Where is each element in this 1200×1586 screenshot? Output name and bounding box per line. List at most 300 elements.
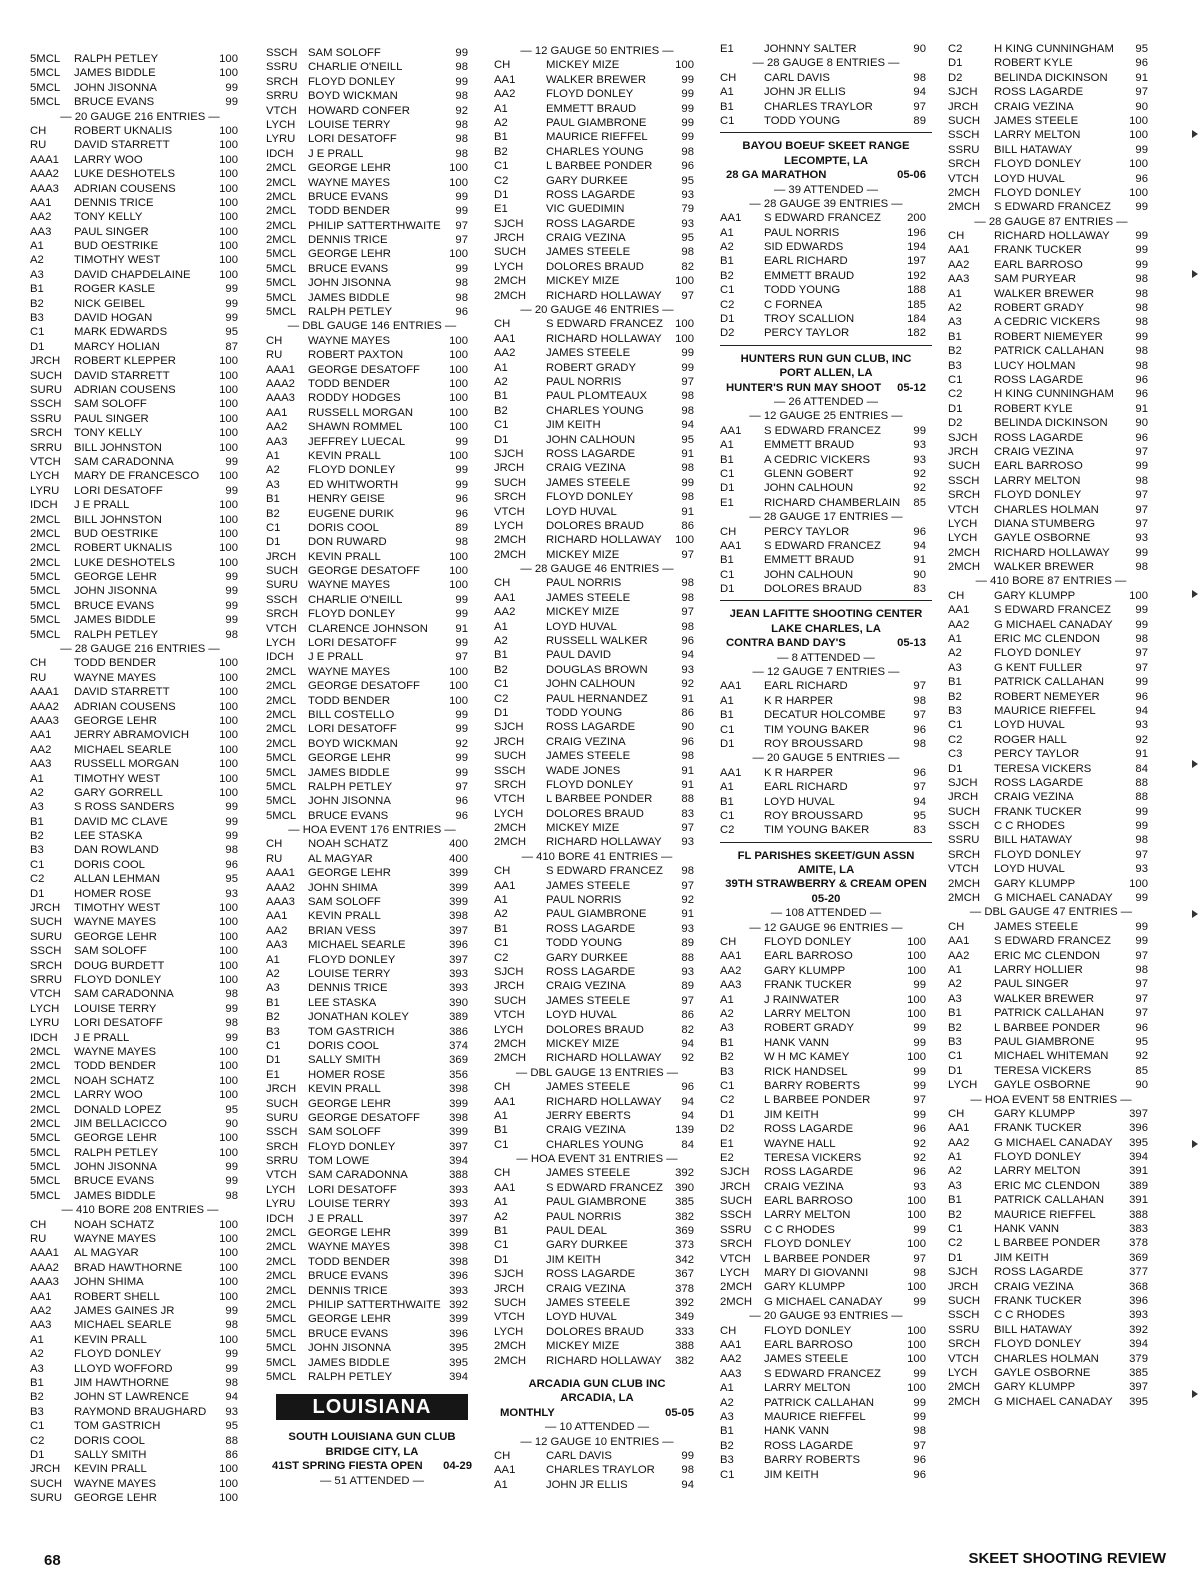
class-code: C1 xyxy=(720,1079,735,1092)
class-code: SRCH xyxy=(494,491,527,504)
shooter-name: JOHN ST LAWRENCE xyxy=(74,1391,189,1404)
score: 99 xyxy=(1135,604,1148,617)
shooter-name: TODD YOUNG xyxy=(764,114,841,127)
result-row xyxy=(720,269,932,283)
score: 99 xyxy=(681,116,694,129)
shooter-name: JAMES STEELE xyxy=(546,879,631,892)
shooter-name: DOLORES BRAUD xyxy=(546,807,644,820)
shooter-name: FLOYD DONLEY xyxy=(308,464,396,477)
shooter-name: GLENN GOBERT xyxy=(764,467,854,480)
shooter-name: DOUGLAS BROWN xyxy=(546,663,648,676)
score: 83 xyxy=(681,807,694,820)
shooter-name: FLOYD DONLEY xyxy=(994,186,1082,199)
score: 378 xyxy=(675,1282,694,1295)
score: 391 xyxy=(1129,1194,1148,1207)
result-row xyxy=(948,733,1154,747)
result-row xyxy=(30,1002,250,1016)
shooter-name: MICHAEL SEARLE xyxy=(74,743,172,756)
class-code: AA3 xyxy=(720,979,742,992)
shooter-name: CHARLES HOLMAN xyxy=(994,1352,1099,1365)
result-row xyxy=(494,1354,700,1368)
class-code: B2 xyxy=(948,690,962,703)
score: 94 xyxy=(681,1478,694,1491)
class-code: A1 xyxy=(494,102,508,115)
shooter-name: L BARBEE PONDER xyxy=(764,1094,871,1107)
class-code: E1 xyxy=(720,496,734,509)
score: 100 xyxy=(449,565,468,578)
score: 349 xyxy=(675,1311,694,1324)
score: 100 xyxy=(219,369,238,382)
result-row xyxy=(494,188,700,202)
class-code: A1 xyxy=(948,964,962,976)
event-subheader: — 12 GAUGE 7 ENTRIES — xyxy=(752,666,900,679)
class-code: RU xyxy=(266,852,283,865)
shooter-name: LUCY HOLMAN xyxy=(994,359,1076,372)
result-row xyxy=(720,42,932,56)
result-row xyxy=(948,143,1154,157)
score: 398 xyxy=(449,910,468,923)
score: 99 xyxy=(455,262,468,275)
class-code: D1 xyxy=(948,1251,963,1264)
class-code: B1 xyxy=(494,1124,508,1137)
class-code: 2MCH xyxy=(494,1037,527,1050)
result-row xyxy=(948,416,1154,430)
results-column-3 xyxy=(494,44,700,1492)
shooter-name: SAM PURYEAR xyxy=(994,273,1077,286)
shooter-name: JAMES STEELE xyxy=(546,1167,631,1180)
class-code: C2 xyxy=(948,388,963,401)
result-row xyxy=(720,71,932,85)
shooter-name: GEORGE LEHR xyxy=(308,867,391,880)
class-code: SSRU xyxy=(948,834,980,847)
class-code: AA2 xyxy=(266,924,288,937)
class-code: VTCH xyxy=(494,1311,525,1324)
shooter-name: K R HARPER xyxy=(764,766,834,779)
result-row xyxy=(494,1224,700,1238)
class-code: SSCH xyxy=(30,945,62,958)
class-code: 2MCL xyxy=(266,723,297,736)
class-code: SSCH xyxy=(948,820,980,833)
shooter-name: SAM CARADONNA xyxy=(74,455,174,468)
class-code: CH xyxy=(720,936,737,949)
score: 94 xyxy=(681,1109,694,1122)
class-code: AAA2 xyxy=(266,881,295,894)
result-row xyxy=(948,243,1154,257)
class-code: A1 xyxy=(30,772,44,785)
class-code: 5MCL xyxy=(30,1175,61,1188)
class-code: CH xyxy=(494,59,511,72)
shooter-name: CRAIG VEZINA xyxy=(546,980,626,993)
shooter-name: CARL DAVIS xyxy=(546,1449,612,1462)
score: 99 xyxy=(455,190,468,203)
class-code: A2 xyxy=(30,786,44,799)
score: 98 xyxy=(1135,287,1148,300)
result-row xyxy=(720,1396,932,1410)
score: 93 xyxy=(225,887,238,900)
shooter-name: G KENT FULLER xyxy=(994,661,1083,674)
result-row xyxy=(948,963,1154,977)
club-heading: FL PARISHES SKEET/GUN ASSN xyxy=(737,849,915,862)
result-row xyxy=(948,790,1154,804)
score: 100 xyxy=(219,139,238,152)
class-code: 2MCL xyxy=(266,694,297,707)
result-row xyxy=(30,412,250,426)
shooter-name: WAYNE MAYES xyxy=(74,671,157,684)
score: 97 xyxy=(913,1252,926,1265)
result-row xyxy=(494,332,700,346)
score: 100 xyxy=(219,714,238,727)
score: 398 xyxy=(449,1111,468,1124)
result-row xyxy=(948,71,1154,85)
result-row xyxy=(30,225,250,239)
shooter-name: TODD YOUNG xyxy=(546,937,623,950)
event-subheader: — 26 ATTENDED — xyxy=(774,395,878,408)
score: 100 xyxy=(449,162,468,175)
class-code: 2MCL xyxy=(266,190,297,203)
shooter-name: BOYD WICKMAN xyxy=(308,90,398,103)
score: 100 xyxy=(219,53,238,65)
score: 100 xyxy=(219,1233,238,1246)
shooter-name: GEORGE DESATOFF xyxy=(308,363,420,376)
class-code: B2 xyxy=(494,404,508,417)
club-heading: ARCADIA GUN CLUB INC xyxy=(528,1377,666,1390)
score: 200 xyxy=(907,212,926,225)
shooter-name: JERRY ABRAMOVICH xyxy=(74,729,190,742)
score: 356 xyxy=(449,1068,468,1081)
class-code: CH xyxy=(948,1107,965,1120)
result-row xyxy=(948,503,1154,517)
shooter-name: RICHARD HOLLAWAY xyxy=(546,289,662,302)
result-row xyxy=(266,1269,478,1283)
result-row xyxy=(266,89,478,103)
class-code: IDCH xyxy=(266,147,294,160)
class-code: 2MCL xyxy=(266,737,297,750)
class-code: 5MCL xyxy=(30,67,61,80)
shooter-name: WAYNE HALL xyxy=(764,1137,836,1150)
shooter-name: PERCY TAYLOR xyxy=(764,327,850,340)
shooter-name: FLOYD DONLEY xyxy=(308,608,396,621)
event-subheader: — 28 GAUGE 17 ENTRIES — xyxy=(749,511,903,524)
shooter-name: ROBERT NIEMEYER xyxy=(994,330,1103,343)
result-row xyxy=(30,513,250,527)
shooter-name: TODD BENDER xyxy=(308,377,391,390)
result-row xyxy=(30,786,250,800)
shooter-name: C FORNEA xyxy=(764,298,823,311)
score: 100 xyxy=(675,534,694,547)
result-row xyxy=(720,964,932,978)
class-code: 2MCH xyxy=(720,1295,753,1308)
score: 382 xyxy=(675,1210,694,1223)
class-code: B3 xyxy=(30,312,44,325)
class-code: SSCH xyxy=(266,1126,298,1139)
score: 100 xyxy=(219,513,238,526)
result-row xyxy=(494,778,700,792)
result-row xyxy=(720,496,932,510)
class-code: 5MCL xyxy=(30,53,61,65)
score: 93 xyxy=(913,453,926,466)
result-row xyxy=(30,253,250,267)
shooter-name: LOYD HUVAL xyxy=(546,1009,617,1022)
score: 99 xyxy=(913,1396,926,1409)
shooter-name: EMMETT BRAUD xyxy=(764,439,855,452)
class-code: JRCH xyxy=(266,1083,297,1096)
shooter-name: S EDWARD FRANCEZ xyxy=(994,935,1111,948)
score: 393 xyxy=(449,968,468,980)
class-code: B1 xyxy=(720,1425,734,1438)
score: 99 xyxy=(681,102,694,115)
score: 100 xyxy=(219,1218,238,1231)
result-row xyxy=(266,449,478,463)
score: 100 xyxy=(907,1281,926,1294)
result-row xyxy=(30,685,250,699)
class-code: SSRU xyxy=(30,412,62,425)
score: 99 xyxy=(225,1002,238,1015)
result-row xyxy=(948,1323,1154,1337)
result-row xyxy=(948,603,1154,617)
score: 99 xyxy=(455,752,468,765)
shooter-name: JOHN CALHOUN xyxy=(764,568,854,581)
class-code: CH xyxy=(494,577,511,590)
class-code: AA1 xyxy=(720,680,742,693)
class-code: B3 xyxy=(266,1025,280,1038)
event-subheader: — 10 ATTENDED — xyxy=(545,1421,649,1434)
class-code: CH xyxy=(30,124,47,137)
result-row xyxy=(494,1210,700,1224)
score: 89 xyxy=(681,980,694,993)
result-row xyxy=(266,622,478,636)
score: 93 xyxy=(681,836,694,849)
result-row xyxy=(948,200,1154,214)
shooter-name: GEORGE DESATOFF xyxy=(308,1111,420,1124)
score: 100 xyxy=(219,427,238,440)
score: 98 xyxy=(681,390,694,403)
class-code: A2 xyxy=(494,375,508,388)
class-code: 2MCH xyxy=(494,822,527,835)
class-code: B1 xyxy=(266,996,280,1009)
score: 397 xyxy=(1129,1107,1148,1120)
class-code: B2 xyxy=(720,1051,734,1064)
class-code: SJCH xyxy=(948,1266,978,1279)
shooter-name: ROBERT UKNALIS xyxy=(74,542,173,555)
score: 96 xyxy=(681,635,694,648)
score: 89 xyxy=(913,114,926,127)
shooter-name: A CEDRIC VICKERS xyxy=(994,316,1101,329)
result-row xyxy=(494,58,700,72)
result-row xyxy=(30,182,250,196)
class-code: A1 xyxy=(30,240,44,253)
result-row xyxy=(266,161,478,175)
shooter-name: JOHN JISONNA xyxy=(74,1161,157,1174)
score: 100 xyxy=(219,1045,238,1058)
class-code: AA1 xyxy=(30,729,52,742)
result-row xyxy=(948,762,1154,776)
result-row xyxy=(30,772,250,786)
class-code: AAA1 xyxy=(266,363,295,376)
shooter-name: PATRICK CALLAHAN xyxy=(994,1007,1105,1020)
class-code: C1 xyxy=(30,858,45,871)
result-row xyxy=(720,1367,932,1381)
result-row xyxy=(494,231,700,245)
shooter-name: JONATHAN KOLEY xyxy=(308,1011,409,1024)
class-code: 5MCL xyxy=(266,1370,297,1383)
result-row xyxy=(494,1008,700,1022)
result-row xyxy=(30,1103,250,1117)
class-code: LYCH xyxy=(266,118,296,131)
result-row xyxy=(30,800,250,814)
shooter-name: CHARLES TRAYLOR xyxy=(764,100,873,113)
shooter-name: ROSS LAGARDE xyxy=(994,373,1084,386)
shooter-name: JAMES STEELE xyxy=(546,476,631,489)
class-code: 2MCH xyxy=(948,892,981,905)
shooter-name: DENNIS TRICE xyxy=(74,196,154,209)
result-row xyxy=(266,852,478,866)
score: 83 xyxy=(913,583,926,596)
class-code: 5MCL xyxy=(266,262,297,275)
margin-mark xyxy=(1192,590,1198,598)
result-row xyxy=(720,823,932,837)
event-subheader: — 20 GAUGE 216 ENTRIES — xyxy=(60,110,220,123)
score: 398 xyxy=(449,1255,468,1268)
magazine-title: SKEET SHOOTING REVIEW xyxy=(968,1550,1166,1567)
class-code: B1 xyxy=(948,676,962,689)
score: 97 xyxy=(681,994,694,1007)
shooter-name: RICHARD HOLLAWAY xyxy=(546,1354,662,1367)
score: 100 xyxy=(219,398,238,411)
class-code: AA1 xyxy=(494,332,516,345)
score: 100 xyxy=(219,441,238,454)
shooter-name: G MICHAEL CANADAY xyxy=(994,892,1113,905)
class-code: B2 xyxy=(266,507,280,520)
class-code: 2MCL xyxy=(266,176,297,189)
shooter-name: RUSSELL WALKER xyxy=(546,635,648,648)
score: 97 xyxy=(1135,661,1148,674)
margin-mark xyxy=(1192,1390,1198,1398)
shooter-name: CRAIG VEZINA xyxy=(546,462,626,475)
result-row xyxy=(494,1181,700,1195)
shooter-name: RICHARD HOLLAWAY xyxy=(994,546,1110,559)
shooter-name: J E PRALL xyxy=(308,651,364,664)
score: 91 xyxy=(913,554,926,567)
shooter-name: SAM SOLOFF xyxy=(308,1126,381,1139)
shoot-date: 05-05 xyxy=(665,1406,694,1419)
score: 99 xyxy=(225,585,238,598)
shooter-name: TODD BENDER xyxy=(308,205,391,218)
result-row xyxy=(266,550,478,564)
result-row xyxy=(720,766,932,780)
result-row xyxy=(494,346,700,360)
score: 100 xyxy=(219,1261,238,1274)
class-code: C1 xyxy=(266,521,281,534)
shooter-name: RALPH PETLEY xyxy=(308,306,393,319)
result-row xyxy=(266,607,478,621)
shooter-name: JOHN JR ELLIS xyxy=(764,86,846,99)
score: 97 xyxy=(681,822,694,835)
club-heading: PORT ALLEN, LA xyxy=(779,367,873,380)
result-row xyxy=(266,1039,478,1053)
class-code: 5MCL xyxy=(266,780,297,793)
shooter-name: RICHARD HOLLAWAY xyxy=(546,534,662,547)
shooter-name: ROSS LAGARDE xyxy=(764,1123,854,1136)
shooter-name: FLOYD DONLEY xyxy=(546,88,634,101)
score: 196 xyxy=(907,226,926,239)
score: 91 xyxy=(681,908,694,921)
score: 185 xyxy=(907,298,926,311)
shooter-name: MAURICE RIEFFEL xyxy=(546,131,648,144)
score: 89 xyxy=(681,937,694,950)
shooter-name: NOAH SCHATZ xyxy=(308,838,389,851)
score: 97 xyxy=(1135,848,1148,861)
score: 96 xyxy=(913,1166,926,1179)
score: 96 xyxy=(913,525,926,538)
margin-mark xyxy=(1192,270,1198,278)
result-row xyxy=(948,1064,1154,1078)
shooter-name: TOM LOWE xyxy=(308,1155,370,1168)
score: 100 xyxy=(449,363,468,376)
shooter-name: TONY KELLY xyxy=(74,427,143,440)
class-code: AA1 xyxy=(720,539,742,552)
score: 88 xyxy=(1135,776,1148,789)
result-row xyxy=(720,1439,932,1453)
score: 97 xyxy=(1135,647,1148,660)
class-code: SUCH xyxy=(948,1294,981,1307)
shooter-name: LOUISE TERRY xyxy=(308,118,391,131)
score: 90 xyxy=(225,1117,238,1130)
shooter-name: RODDY HODGES xyxy=(308,392,401,405)
score: 79 xyxy=(681,203,694,216)
class-code: B2 xyxy=(720,1439,734,1452)
result-row xyxy=(30,1290,250,1304)
result-row xyxy=(494,1095,700,1109)
result-row xyxy=(30,397,250,411)
class-code: JRCH xyxy=(720,1180,751,1193)
class-code: 2MCL xyxy=(30,1103,61,1116)
shooter-name: JAMES STEELE xyxy=(546,1081,631,1094)
result-row xyxy=(30,599,250,613)
class-code: SURU xyxy=(266,1111,299,1124)
class-code: CH xyxy=(30,657,47,670)
score: 100 xyxy=(219,959,238,972)
result-row xyxy=(720,467,932,481)
shooter-name: ROSS LAGARDE xyxy=(546,721,636,734)
result-row xyxy=(266,75,478,89)
score: 98 xyxy=(455,536,468,549)
result-row xyxy=(494,1267,700,1281)
score: 100 xyxy=(449,680,468,693)
class-code: 5MCL xyxy=(30,1161,61,1174)
shoot-title-line xyxy=(266,1459,478,1473)
class-code: A2 xyxy=(948,1165,962,1178)
margin-mark xyxy=(1192,1140,1198,1148)
result-row xyxy=(266,1312,478,1326)
score: 94 xyxy=(681,1037,694,1050)
result-row xyxy=(720,326,932,340)
score: 100 xyxy=(219,124,238,137)
class-code: C2 xyxy=(720,1094,735,1107)
score: 97 xyxy=(455,780,468,793)
score: 96 xyxy=(1135,57,1148,70)
class-code: D1 xyxy=(494,433,509,446)
event-subheader: — 51 ATTENDED — xyxy=(320,1474,424,1487)
class-code: SSCH xyxy=(266,593,298,606)
shooter-name: W H MC KAMEY xyxy=(764,1051,850,1064)
score: 98 xyxy=(681,462,694,475)
class-code: B2 xyxy=(948,1021,962,1034)
result-row xyxy=(30,138,250,152)
score: 98 xyxy=(1135,316,1148,329)
class-code: 2MCH xyxy=(948,1395,981,1408)
score: 98 xyxy=(913,694,926,707)
result-row xyxy=(720,1151,932,1165)
